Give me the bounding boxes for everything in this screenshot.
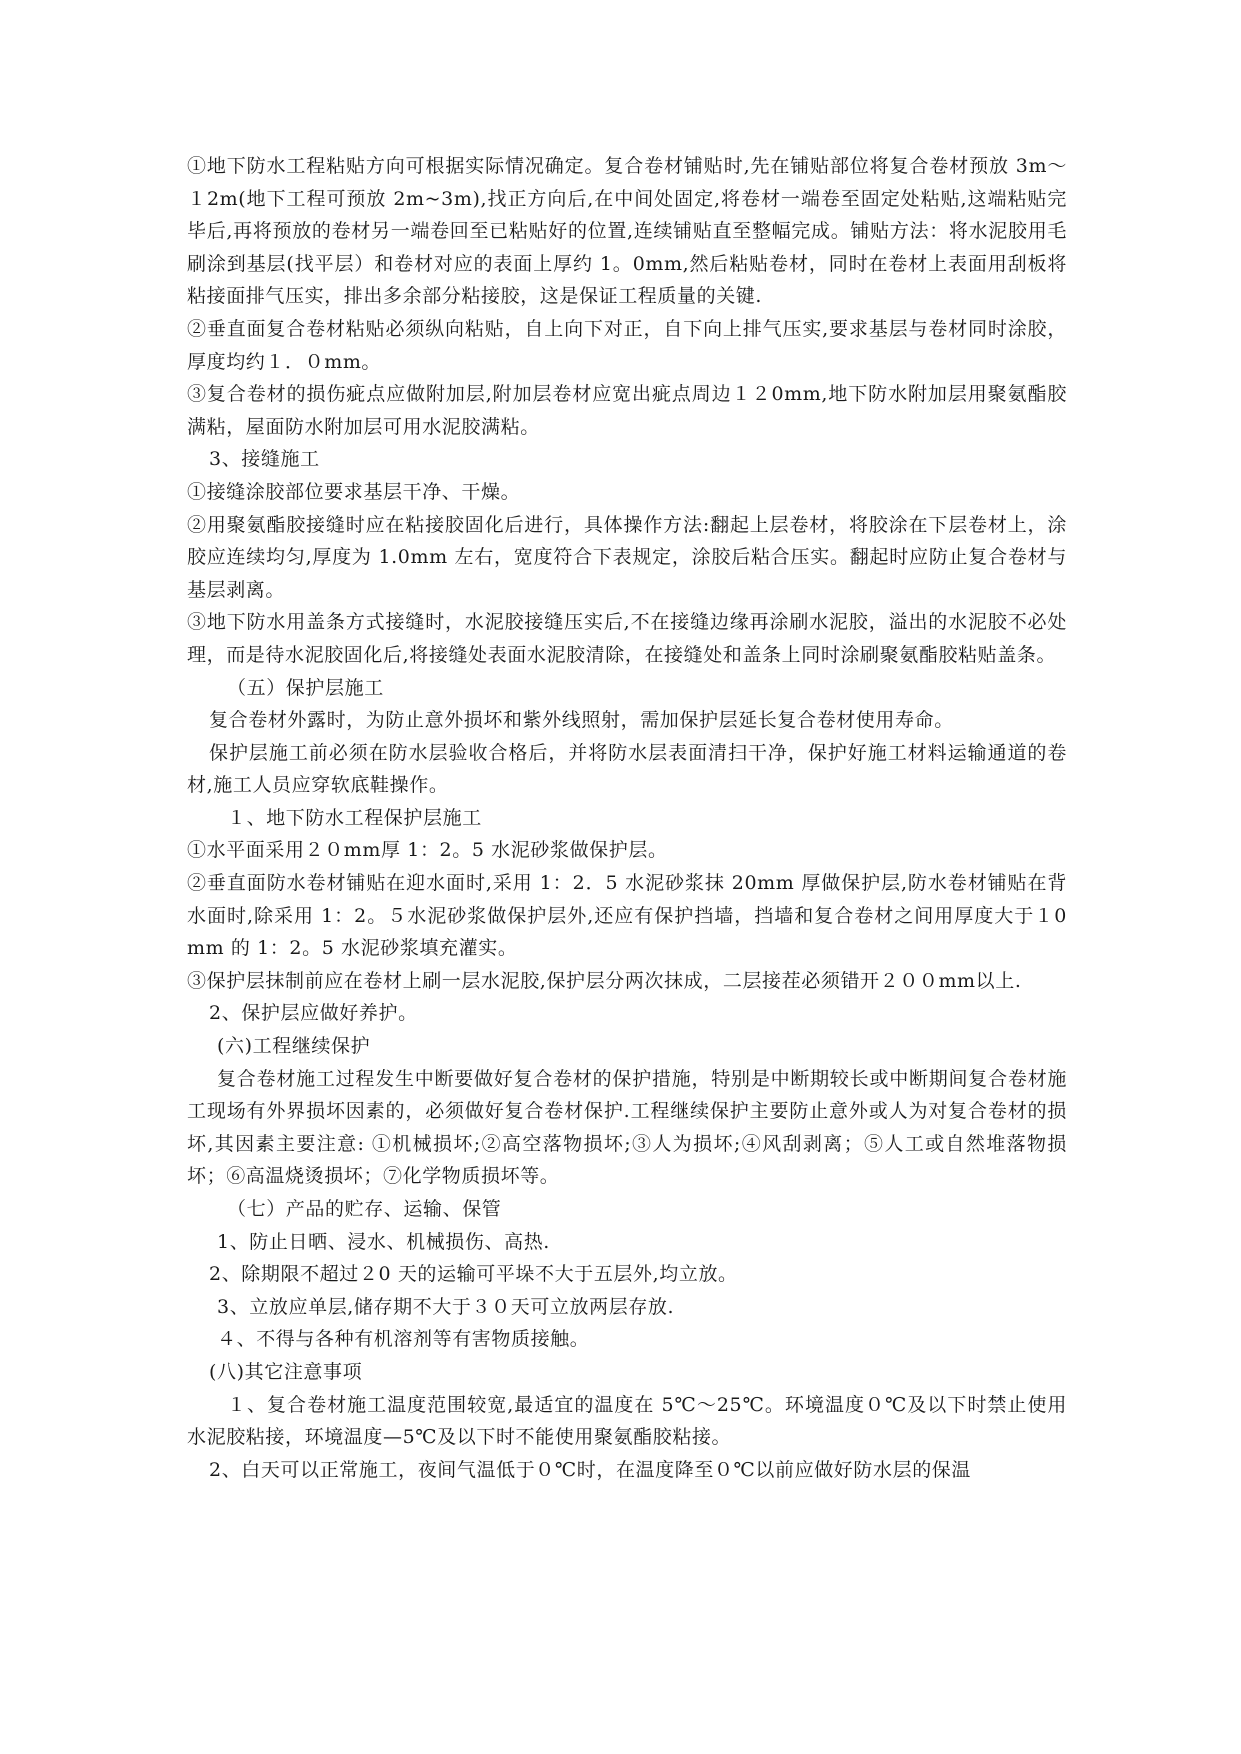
paragraph-2: ②垂直面复合卷材粘贴必须纵向粘贴，自上向下对正，自下向上排气压实,要求基层与卷材同时涂胶，厚度均约１．０mm。 bbox=[187, 317, 1067, 373]
paragraph-19: 1、防止日晒、浸水、机械损伤、高热. bbox=[217, 1230, 550, 1253]
section-heading-storage-transport: （七）产品的贮存、运输、保管 bbox=[227, 1198, 502, 1220]
paragraph-17: 复合卷材施工过程发生中断要做好复合卷材的保护措施，特别是中断期较长或中断期间复合卷材施工现场有外界损坏因素的，必须做好复合卷材保护.工程继续保护主要防止意外或人为对复合卷材的损坏,其因素主要注意: ①机械损坏;②高空落物损坏;③人为损坏;④风刮剥离；⑤人工或自然堆落物损坏；⑥高温烧烫损坏；⑦化学物质损坏等。 bbox=[187, 1067, 1067, 1188]
paragraph-9: 复合卷材外露时，为防止意外损坏和紫外线照射，需加保护层延长复合卷材使用寿命。 bbox=[209, 709, 954, 732]
paragraph-15: 2、保护层应做好养护。 bbox=[209, 1002, 418, 1025]
paragraph-6: ②用聚氨酯胶接缝时应在粘接胶固化后进行，具体操作方法:翻起上层卷材，将胶涂在下层卷材上，涂胶应连续均匀,厚度为 1.0mm 左右，宽度符合下表规定，涂胶后粘合压实。翻起时应防止复合卷材与基层剥离。 bbox=[187, 513, 1067, 601]
paragraph-20: 2、除期限不超过２0 天的运输可平垛不大于五层外,均立放。 bbox=[209, 1263, 738, 1286]
paragraph-22: ４、不得与各种有机溶剂等有害物质接触。 bbox=[217, 1328, 590, 1351]
paragraph-14: ③保护层抹制前应在卷材上刷一层水泥胶,保护层分两次抹成，二层接茬必须错开２００mm以上. bbox=[187, 969, 1022, 992]
paragraph-21: 3、立放应单层,储存期不大于３０天可立放两层存放. bbox=[217, 1295, 675, 1318]
section-heading-other-notes: (八)其它注意事项 bbox=[209, 1360, 363, 1383]
paragraph-3: ③复合卷材的损伤疵点应做附加层,附加层卷材应宽出疵点周边１２0mm,地下防水附加层用聚氨酯胶满粘，屋面防水附加层可用水泥胶满粘。 bbox=[187, 383, 1067, 438]
paragraph-5: ①接缝涂胶部位要求基层干净、干燥。 bbox=[187, 480, 521, 503]
paragraph-13: ②垂直面防水卷材铺贴在迎水面时,采用 1：2．5 水泥砂浆抹 20mm 厚做保护层,防水卷材铺贴在背水面时,除采用 1：2。５水泥砂浆做保护层外,还应有保护挡墙，挡墙和复合卷材之间用厚度大于１0mm 的 1：2。5 水泥砂浆填充灌实。 bbox=[187, 872, 1067, 960]
paragraph-24: １、复合卷材施工温度范围较宽,最适宜的温度在 5℃～25℃。环境温度０℃及以下时禁止使用水泥胶粘接，环境温度—5℃及以下时不能使用聚氨酯胶粘接。 bbox=[187, 1393, 1067, 1449]
paragraph-10: 保护层施工前必须在防水层验收合格后，并将防水层表面清扫干净，保护好施工材料运输通道的卷材,施工人员应穿软底鞋操作。 bbox=[187, 741, 1067, 797]
paragraph-12: ①水平面采用２０mm厚 1：2。5 水泥砂浆做保护层。 bbox=[187, 839, 668, 862]
paragraph-7: ③地下防水用盖条方式接缝时，水泥胶接缝压实后,不在接缝边缘再涂刷水泥胶，溢出的水泥胶不必处理，而是待水泥胶固化后,将接缝处表面水泥胶清除，在接缝处和盖条上同时涂刷聚氨酯胶粘贴盖条。 bbox=[187, 611, 1067, 666]
section-heading-protective-layer: （五）保护层施工 bbox=[227, 676, 384, 699]
document-body bbox=[187, 150, 1067, 1486]
section-heading-continuing-protection: (六)工程继续保护 bbox=[217, 1035, 371, 1058]
subheading-underground-protective-layer: １、地下防水工程保护层施工 bbox=[227, 806, 482, 829]
paragraph-25: 2、白天可以正常施工，夜间气温低于０℃时，在温度降至０℃以前应做好防水层的保温 bbox=[209, 1458, 971, 1481]
paragraph-1: ①地下防水工程粘贴方向可根据实际情况确定。复合卷材铺贴时,先在铺贴部位将复合卷材预放 3m～１2m(地下工程可预放 2m~3m),找正方向后,在中间处固定,将卷材一端卷至固定处粘贴,这端粘贴完毕后,再将预放的卷材另一端卷回至已粘贴好的位置,连续铺贴直至整幅完成。铺贴方法：将水泥胶用毛刷涂到基层(找平层）和卷材对应的表面上厚约 1。0mm,然后粘贴卷材，同时在卷材上表面用刮板将粘接面排气压实，排出多余部分粘接胶，这是保证工程质量的关键. bbox=[187, 155, 1067, 308]
section-heading-joint-construction: 3、接缝施工 bbox=[209, 448, 320, 471]
